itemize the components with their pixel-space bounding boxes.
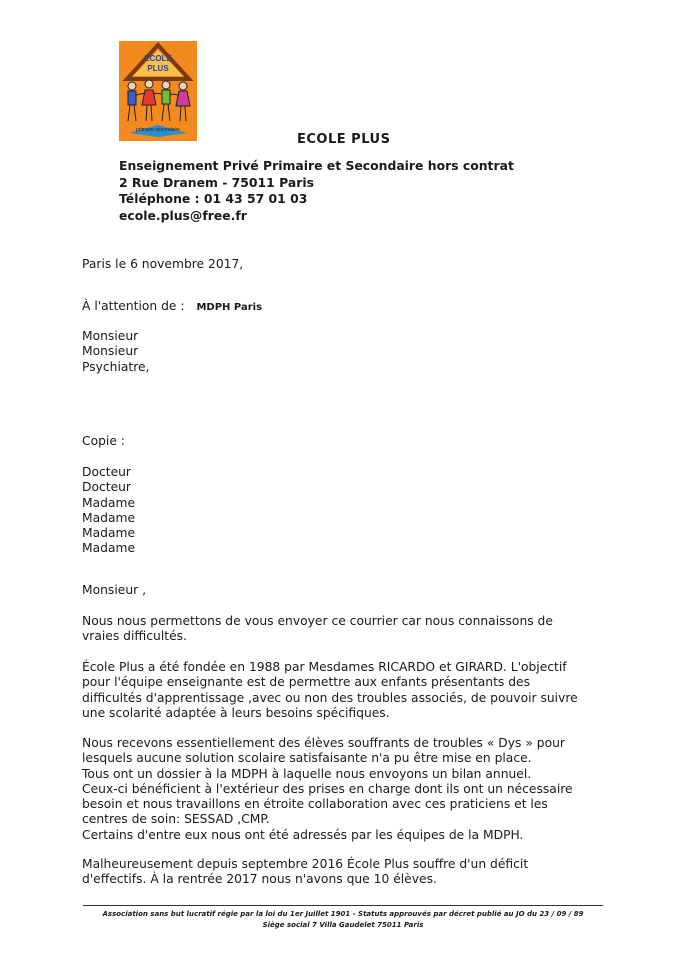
copies-block: [82, 465, 135, 557]
paragraph-line: difficultés d'apprentissage ,avec ou non des troubles associés, de pouvoir suivre: [82, 690, 578, 705]
paragraph-line: d'effectifs. À la rentrée 2017 nous n'avons que 10 élèves.: [82, 872, 437, 887]
copy-recipient: Docteur: [82, 480, 131, 495]
school-logo: [119, 41, 197, 141]
paragraph-3: [82, 736, 573, 843]
recipient: Psychiatre,: [82, 359, 150, 374]
paragraph-line: Tous ont un dossier à la MDPH à laquelle nous envoyons un bilan annuel.: [82, 766, 532, 781]
logo-text-1: ECOLE: [144, 54, 172, 63]
recipient: Monsieur: [82, 344, 139, 359]
paragraph-line: Nous nous permettons de vous envoyer ce courrier car nous connaissons de: [82, 614, 553, 628]
footer-legal: Association sans but lucratif régie par la loi du 1er Juillet 1901 - Statuts approuvés par décret publié au JO du 23 / 09 / 89: [102, 910, 584, 918]
paragraph-2: [82, 660, 578, 721]
logo-text-2: PLUS: [147, 64, 169, 73]
copy-recipient: Madame: [82, 495, 136, 510]
copy-recipient: Madame: [82, 510, 136, 525]
copy-label: Copie :: [82, 434, 125, 448]
paragraph-4: [82, 857, 528, 888]
paragraph-line: Ceux-ci bénéficient à l'extérieur des prises en charge dont ils ont un nécessaire: [82, 781, 573, 796]
paragraph-line: pour l'équipe enseignante est de permettre aux enfants présentants des: [82, 675, 531, 690]
logo-bottom-text: primaire secondaire: [136, 127, 180, 133]
paragraph-line: vraies difficultés.: [82, 629, 187, 644]
salutation: Monsieur ,: [82, 583, 146, 597]
paragraph-line: Nous recevons essentiellement des élèves souffrants de troubles « Dys » pour: [82, 736, 565, 750]
date-line: Paris le 6 novembre 2017,: [82, 257, 244, 271]
paragraph-line: École Plus a été fondée en 1988 par Mesdames RICARDO et GIRARD. L'objectif: [82, 660, 567, 674]
attention-value: MDPH Paris: [196, 302, 263, 313]
copy-recipient: Docteur: [82, 465, 131, 479]
letterhead-block: [119, 158, 514, 224]
paragraph-line: lesquels aucune solution scolaire satisfaisante n'a pu être mise en place.: [82, 751, 532, 766]
letterhead-line: Enseignement Privé Primaire et Secondaire hors contrat: [119, 158, 514, 173]
letterhead-email: ecole.plus@free.fr: [119, 207, 247, 223]
paragraph-line: une scolarité adaptée à leurs besoins spécifiques.: [82, 705, 390, 720]
attention-label: À l'attention de :: [82, 299, 185, 313]
paragraph-line: besoin et nous travaillons en étroite collaboration avec ces praticiens et les: [82, 797, 548, 812]
letterhead-line: 2 Rue Dranem - 75011 Paris: [119, 174, 314, 190]
recipients-block: [82, 329, 149, 375]
footer-address: Siège social 7 Villa Gaudelet 75011 Paris: [262, 921, 424, 929]
copy-recipient: Madame: [82, 526, 136, 541]
school-name: ECOLE PLUS: [297, 132, 391, 147]
recipient: Monsieur: [82, 329, 139, 343]
paragraph-line: Malheureusement depuis septembre 2016 École Plus souffre d'un déficit: [82, 857, 529, 871]
letterhead-line: Téléphone : 01 43 57 01 03: [119, 191, 308, 207]
paragraph-line: centres de soin: SESSAD ,CMP.: [82, 812, 270, 827]
copy-recipient: Madame: [82, 541, 136, 556]
paragraph-line: Certains d'entre eux nous ont été adressés par les équipes de la MDPH.: [82, 827, 524, 842]
footer-divider: [83, 905, 603, 906]
paragraph-1: [82, 614, 553, 645]
attention-line: [82, 299, 262, 315]
